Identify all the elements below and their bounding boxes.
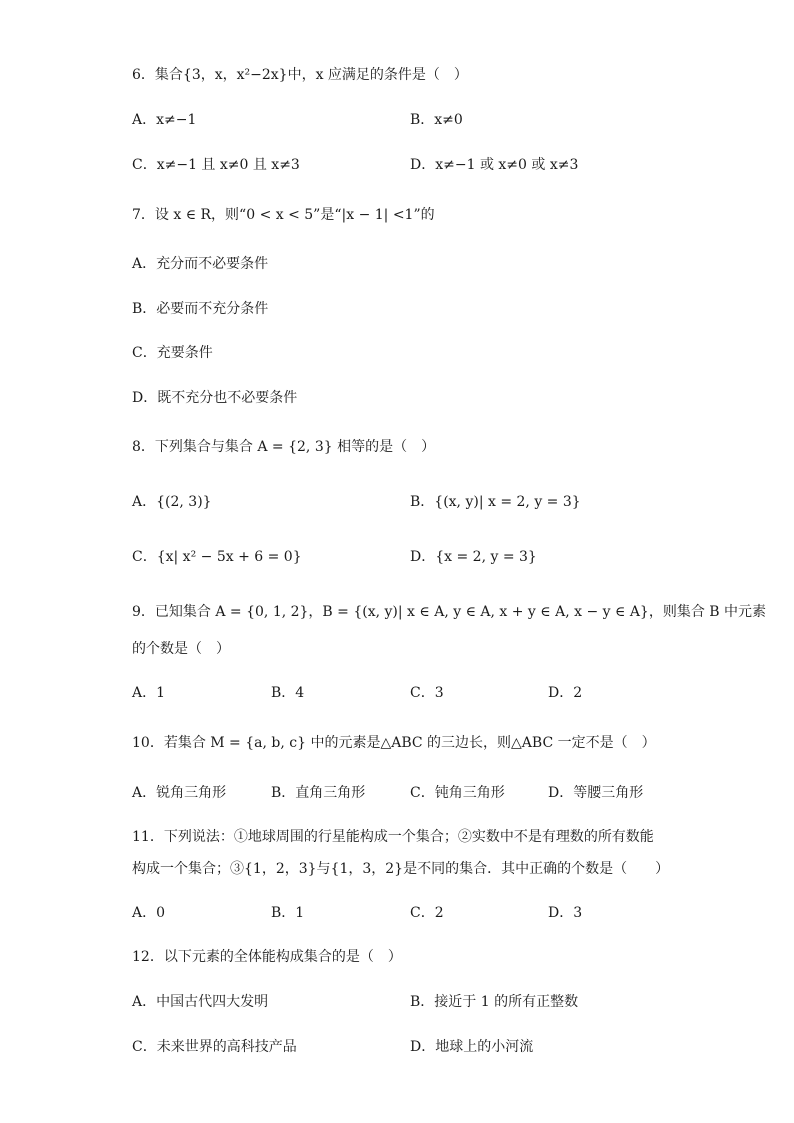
- q11-option-c: C．2: [410, 905, 444, 921]
- q7-option-d: D．既不充分也不必要条件: [132, 390, 298, 406]
- q6-option-d: D．x≠−1 或 x≠0 或 x≠3: [410, 157, 579, 173]
- q9-option-c: C．3: [410, 685, 444, 701]
- q9-stem-line1: 9．已知集合 A = {0, 1, 2}，B = {(x, y)| x ∈ A, y ∈ A, x + y ∈ A, x − y ∈ A}，则集合 B 中元素: [132, 604, 767, 620]
- q10-stem: 10．若集合 M = {a, b, c} 中的元素是△ABC 的三边长，则△ABC 一定不是（ ）: [132, 735, 656, 751]
- q7-option-a: A．充分而不必要条件: [132, 256, 269, 272]
- q12-option-a: A．中国古代四大发明: [132, 994, 269, 1010]
- q8-option-a: A．{(2, 3)}: [132, 494, 212, 510]
- q11-stem-line2: 构成一个集合；③{1，2，3}与{1，3，2}是不同的集合．其中正确的个数是（ ）: [132, 861, 670, 877]
- q10-option-d: D．等腰三角形: [548, 785, 644, 801]
- q8-option-c: C．{x| x² − 5x + 6 = 0}: [132, 549, 302, 565]
- q6-option-c: C．x≠−1 且 x≠0 且 x≠3: [132, 157, 300, 173]
- q11-stem-line1: 11．下列说法：①地球周围的行星能构成一个集合；②实数中不是有理数的所有数能: [132, 829, 654, 845]
- q6-option-b: B．x≠0: [410, 112, 463, 128]
- q6-option-a: A．x≠−1: [132, 112, 197, 128]
- q10-option-c: C．钝角三角形: [410, 785, 505, 801]
- q9-option-b: B．4: [271, 685, 305, 701]
- q12-stem: 12．以下元素的全体能构成集合的是（ ）: [132, 949, 402, 965]
- q9-stem-line2: 的个数是（ ）: [132, 641, 230, 657]
- q10-option-a: A．锐角三角形: [132, 785, 227, 801]
- q9-option-d: D．2: [548, 685, 583, 701]
- q12-option-b: B．接近于 1 的所有正整数: [410, 994, 579, 1010]
- q8-option-b: B．{(x, y)| x = 2, y = 3}: [410, 494, 581, 510]
- q8-option-d: D．{x = 2, y = 3}: [410, 549, 537, 565]
- q7-option-b: B．必要而不充分条件: [132, 301, 269, 317]
- q11-option-d: D．3: [548, 905, 583, 921]
- q11-option-a: A．0: [132, 905, 166, 921]
- q8-stem: 8．下列集合与集合 A = {2, 3} 相等的是（ ）: [132, 439, 436, 455]
- q9-option-a: A．1: [132, 685, 166, 701]
- q10-option-b: B．直角三角形: [271, 785, 366, 801]
- q11-option-b: B．1: [271, 905, 305, 921]
- q7-stem: 7．设 x ∈ R，则“0 < x < 5”是“|x − 1| <1”的: [132, 207, 435, 223]
- q12-option-c: C．未来世界的高科技产品: [132, 1039, 297, 1055]
- q12-option-d: D．地球上的小河流: [410, 1039, 534, 1055]
- q7-option-c: C．充要条件: [132, 345, 213, 361]
- q6-stem: 6．集合{3，x，x²−2x}中，x 应满足的条件是（ ）: [132, 67, 468, 83]
